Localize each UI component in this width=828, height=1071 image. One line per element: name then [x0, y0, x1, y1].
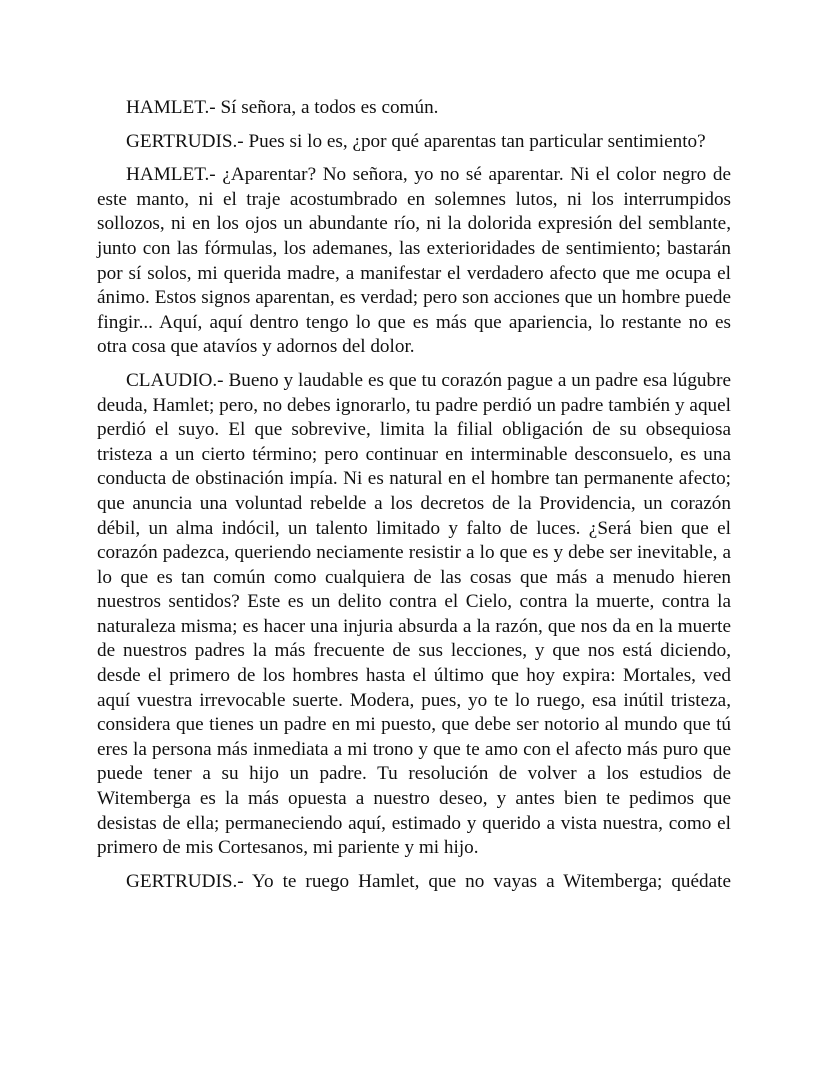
speech-text: Sí señora, a todos es común. — [220, 97, 439, 118]
dialogue-line-hamlet — [97, 163, 731, 360]
dialogue-line-gertrudis — [97, 870, 731, 895]
speech-text: ¿Aparentar? No señora, yo no sé aparentar. Ni el color negro de este manto, ni el traje acostumbrado en solemnes lutos, ni los interrumpidos sollozos, ni en los ojos un abundante río, ni la dolorida expresión del semblante, junto con las fórmulas, los ademanes, las exterioridades de sentimiento; bastarán por sí solos, mi querida madre, a manifestar el verdadero afecto que me ocupa el ánimo. Estos signos aparentan, es verdad; pero son acciones que un hombre puede fingir... Aquí, aquí dentro tengo lo que es más que apariencia, lo restante no es otra cosa que atavíos y adornos del dolor. — [97, 164, 732, 358]
speaker-name: HAMLET.- — [126, 164, 216, 186]
dialogue-line-claudio — [97, 369, 731, 861]
speaker-name: CLAUDIO.- — [126, 369, 224, 391]
speaker-name: HAMLET.- — [126, 97, 216, 118]
dialogue-line-gertrudis — [97, 130, 731, 155]
speech-text: Bueno y laudable es que tu corazón pague a un padre esa lúgubre deuda, Hamlet; pero, no debes ignorarlo, tu padre perdió un padre también y aquel perdió el suyo. El que sobrevive, limita la filial obligación de su obsequiosa tristeza a un cierto término; pero continuar en interminable desconsuelo, es una conducta de obstinación impía. Ni es natural en el hombre tan permanente afecto; que anuncia una voluntad rebelde a los decretos de la Providencia, un corazón débil, un alma indócil, un talento limitado y falto de luces. ¿Será bien que el corazón padezca, queriendo neciamente resistir a lo que es y debe ser inevitable, a lo que es tan común como cualquiera de las cosas que más a menudo hieren nuestros sentidos? Este es un delito contra el Cielo, contra la muerte, contra la naturaleza misma; es hacer una injuria absurda a la razón, que nos da en la muerte de nuestros padres la más frecuente de sus lecciones, y que nos está diciendo, desde el primero de los hombres hasta el último que hoy expira: Mortales, ved aquí vuestra irrevocable suerte. Modera, pues, yo te lo ruego, esa inútil tristeza, considera que tienes un padre en mi puesto, que debe ser notorio al mundo que tú eres la persona más inmediata a mi trono y que te amo con el afecto más puro que puede tener a su hijo un padre. Tu resolución de volver a los estudios de Witemberga es la más opuesta a nuestro deseo, y antes bien te pedimos que desistas de ella; permaneciendo aquí, estimado y querido a vista nuestra, como el primero de mis Cortesanos, mi pariente y mi hijo. — [97, 369, 732, 859]
dialogue-line-hamlet — [97, 96, 731, 121]
speaker-name: GERTRUDIS.- — [126, 130, 244, 152]
speaker-name: GERTRUDIS.- — [126, 870, 244, 892]
document-page — [97, 96, 731, 903]
speech-text: Yo te ruego Hamlet, que no vayas a Witemberga; quédate — [252, 870, 731, 892]
speech-text: Pues si lo es, ¿por qué aparentas tan particular sentimiento? — [248, 130, 706, 152]
